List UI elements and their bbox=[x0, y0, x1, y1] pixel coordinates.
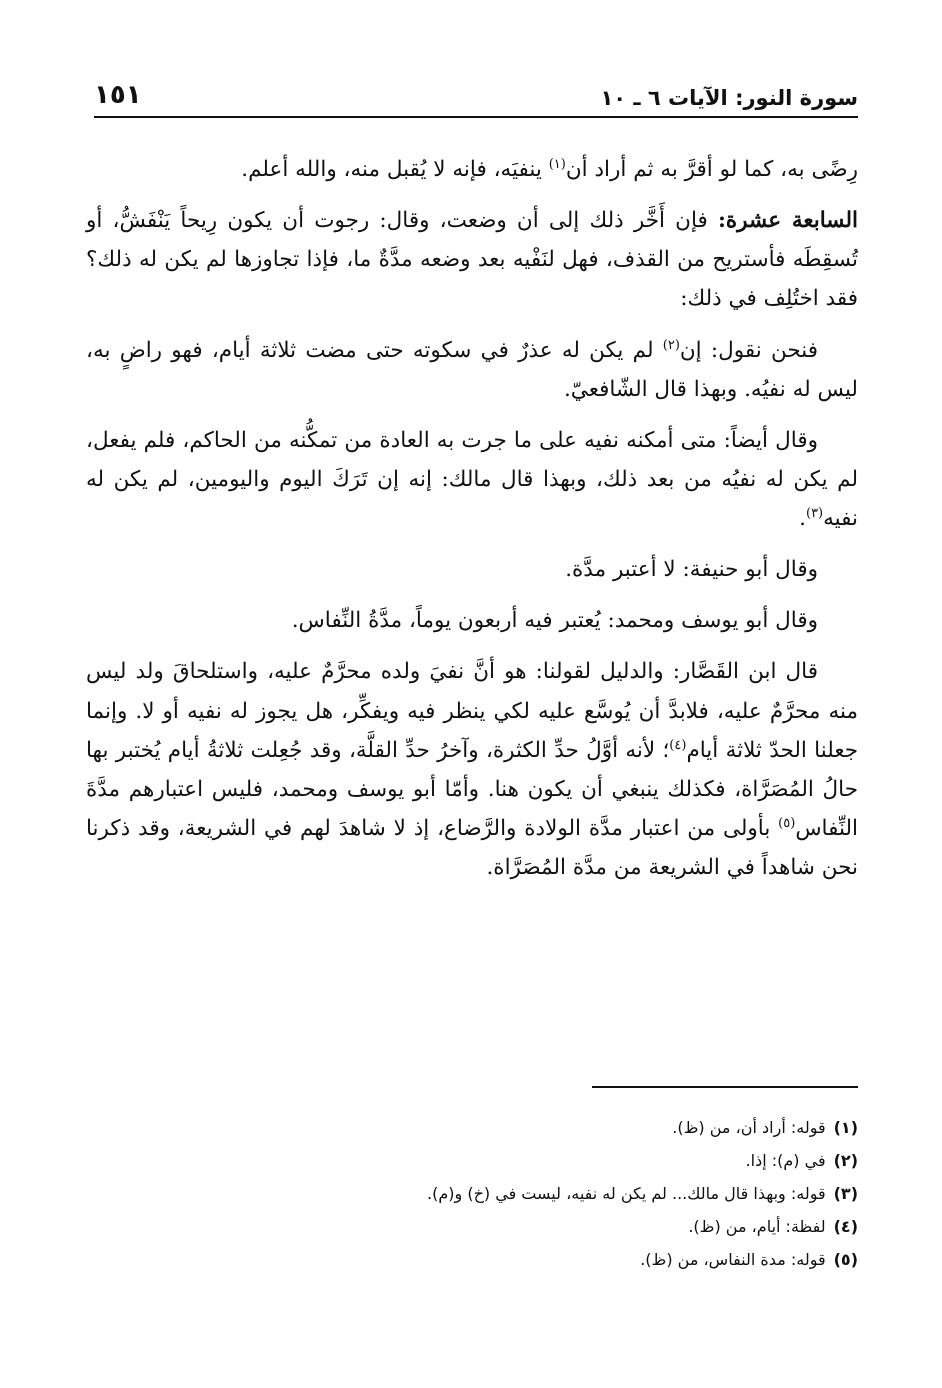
footnote-text: لفظة: أيام، من (ظ). bbox=[688, 1217, 826, 1236]
running-title: سورة النور: الآيات ٦ ـ ١٠ bbox=[600, 86, 858, 110]
page-header bbox=[94, 70, 858, 118]
paragraph-text: . bbox=[799, 506, 806, 531]
footnote-text: قوله: مدة النفاس، من (ظ). bbox=[640, 1250, 826, 1269]
paragraph-text: بأولى من اعتبار مدَّة الولادة والرَّضاع، إذ لا شاهدَ لهم في الشريعة، وقد ذكرنا نحن شاهداً في الشريعة من مدَّة المُصَرَّاة. bbox=[86, 815, 858, 880]
footnote-number: (٥) bbox=[833, 1250, 858, 1269]
paragraph-text: رِضًى به، كما لو أقرَّ به ثم أراد أن bbox=[565, 157, 858, 182]
footnote-number: (٤) bbox=[833, 1217, 858, 1236]
paragraph-text: وقال أبو يوسف ومحمد: يُعتبر فيه أربعون يوماً، مدَّةُ النِّفاس. bbox=[291, 608, 818, 634]
footnote-number: (٢) bbox=[833, 1151, 858, 1170]
footnote-ref-5: (٥) bbox=[778, 815, 796, 831]
footnote-number: (١) bbox=[833, 1118, 858, 1137]
paragraph-3 bbox=[86, 331, 858, 409]
footnote bbox=[94, 1250, 858, 1269]
paragraph-text: ينفيَه، فإنه لا يُقبل منه، والله أعلم. bbox=[241, 157, 549, 182]
footnote-text: قوله: أراد أن، من (ظ). bbox=[672, 1118, 826, 1137]
paragraph-4 bbox=[86, 421, 858, 538]
section-lead: السابعة عشرة: bbox=[717, 208, 859, 234]
paragraph-text: فإن أَخَّر ذلك إلى أن وضعت، وقال: رجوت أن يكون رِيحاً يَنْفَشُّ، أو تُسقِطَه فأستريح من القذف، فهل لنَفْيه بعد وضعه مدَّةٌ ما، فإذا تجاوزها لم يكن له ذلك؟ فقد اختُلِف في ذلك: bbox=[86, 208, 858, 312]
footnote-number: (٣) bbox=[833, 1184, 858, 1203]
paragraph-text: وقال أيضاً: متى أمكنه نفيه على ما جرت به العادة من تمكُّنه من الحاكم، فلم يفعل، لم يكن له نفيُه من بعد ذلك، وبهذا قال مالك: إنه إن تَرَكَ اليوم واليومين، لم يكن له نفيه bbox=[86, 427, 858, 531]
footnotes bbox=[94, 1118, 858, 1283]
paragraph-text: ؛ لأنه أوَّلُ حدِّ الكثرة، وآخرُ حدِّ القلَّة، وقد جُعِلت ثلاثةُ أيام يُختبر بها حالُ المُصَرَّاة، فكذلك ينبغي أن يكون هنا. وأمّا أبو يوسف ومحمد، فليس اعتبارهم مدَّةَ النِّفاس bbox=[86, 737, 858, 841]
paragraph-1 bbox=[86, 150, 858, 189]
footnote-ref-3: (٣) bbox=[805, 505, 824, 521]
paragraph-6 bbox=[86, 601, 858, 640]
footnote bbox=[94, 1118, 858, 1137]
page-number: ١٥١ bbox=[94, 80, 142, 110]
paragraph-text: وقال أبو حنيفة: لا أعتبر مدَّة. bbox=[565, 557, 818, 583]
paragraph-5 bbox=[86, 550, 858, 589]
main-text bbox=[86, 150, 858, 899]
paragraph-text: قال ابن القَصَّار: والدليل لقولنا: هو أنَّ نفيَ ولده محرَّمٌ عليه، واستلحاقَ ولد ليس منه محرَّمٌ عليه، فلابدَّ أن يُوسَّع عليه لكي ينظر فيه ويفكِّر، هل يجوز له نفيه أو لا. وإنما جعلنا الحدّ ثلاثة أيام bbox=[86, 659, 859, 763]
footnote-text: في (م): إذا. bbox=[745, 1151, 826, 1170]
paragraph-2 bbox=[86, 201, 858, 318]
footnote-ref-1: (١) bbox=[548, 156, 566, 172]
paragraph-text: فنحن نقول: إن bbox=[679, 337, 818, 363]
footnote-ref-2: (٢) bbox=[662, 337, 680, 353]
footnote bbox=[94, 1217, 858, 1236]
footnote-ref-4: (٤) bbox=[669, 737, 687, 753]
footnote bbox=[94, 1184, 858, 1203]
paragraph-text: لم يكن له عذرٌ في سكوته حتى مضت ثلاثة أيام، فهو راضٍ به، ليس له نفيُه. وبهذا قال الشّافعيّ. bbox=[86, 337, 858, 402]
footnote-text: قوله: وبهذا قال مالك... لم يكن له نفيه، ليست في (خ) و(م). bbox=[427, 1184, 826, 1203]
footnote-separator bbox=[592, 1086, 858, 1088]
footnote bbox=[94, 1151, 858, 1170]
paragraph-7 bbox=[86, 652, 858, 887]
